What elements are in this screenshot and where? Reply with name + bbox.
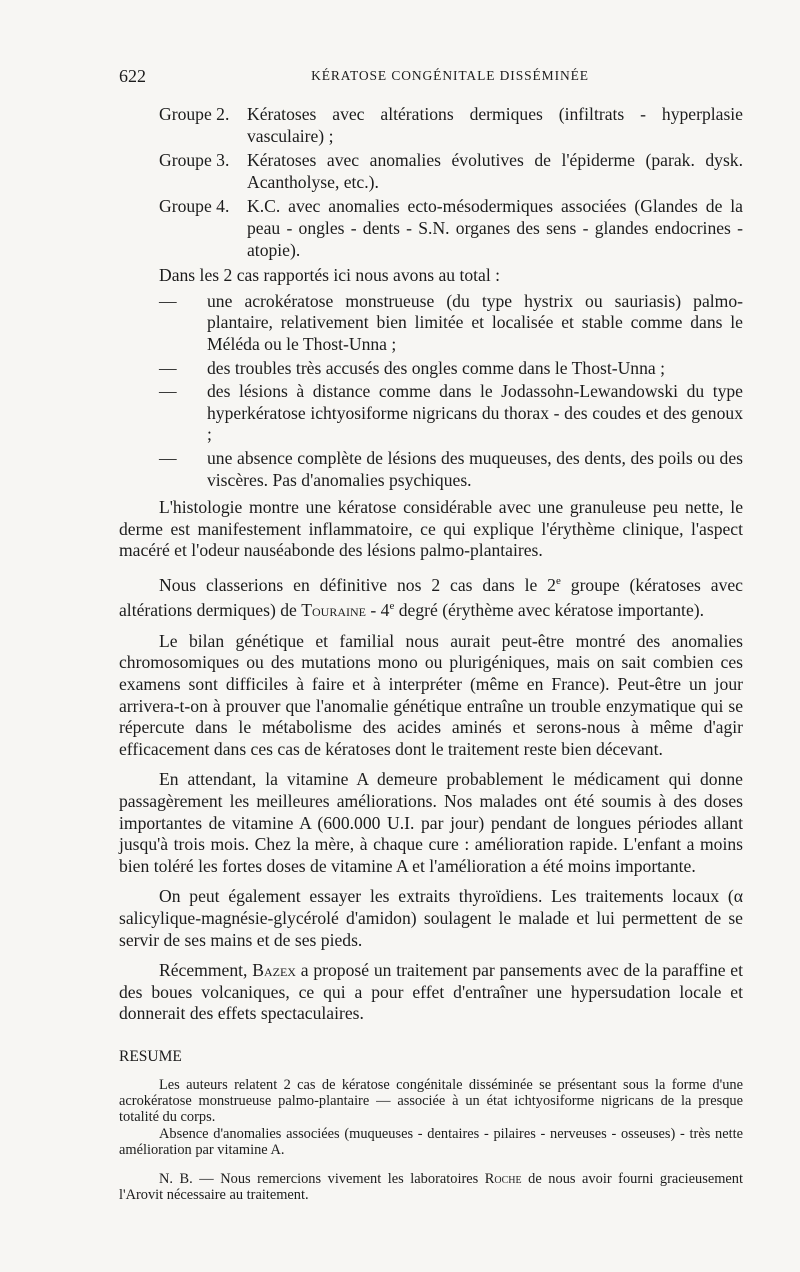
list-item-text: des troubles très accusés des ongles comme dans le Thost-Unna ;	[207, 357, 665, 378]
company-name: Roche	[484, 1171, 522, 1188]
intro-line: Dans les 2 cas rapportés ici nous avons au total :	[159, 265, 501, 286]
dash-marker: —	[159, 447, 177, 468]
list-item-text: une absence complète de lésions des muqueuses, des dents, des poils ou des viscères. Pas d'anomalies psychiques.	[207, 447, 743, 490]
text-span: salicylique-magnésie-glycérolé d'amidon) soulagent le malade et lui permettent de se servir de ses mains et de ses pieds.	[119, 907, 743, 950]
text-span: - 4	[365, 600, 390, 621]
list-item-text: une acrokératose monstrueuse (du type hystrix ou sauriasis) palmo-plantaire, relativement bien limitée et localisée et stable comme dans le Méléda ou le Thost-Unna ;	[207, 290, 743, 354]
list-item	[159, 358, 743, 380]
paragraph-classification	[119, 571, 743, 622]
dash-marker: —	[159, 290, 177, 311]
text-span: N. B. — Nous remercions vivement les laboratoires	[159, 1171, 485, 1188]
paragraph-vitamin: En attendant, la vitamine A demeure probablement le médicament qui donne passagèrement les meilleures améliorations. Nos malades ont été soumis à des doses importantes de vitamine A (600.000 U.I. par jour) pendant de longues périodes allant jusqu'à trois mois. Chez la mère, à chaque cure : amélioration rapide. L'enfant a moins bien toléré les fortes doses de vitamine A et l'amélioration a été moins importante.	[119, 769, 743, 876]
text-span: groupe (kératoses avec altérations dermiques) de	[119, 574, 743, 621]
author-name: Bazex	[252, 960, 296, 981]
body-text	[119, 104, 743, 1203]
superscript: e	[555, 574, 561, 587]
alpha-symbol: α	[733, 886, 743, 907]
paragraph-histology: L'histologie montre une kératose considérable avec une granuleuse peu nette, le derme est manifestement inflammatoire, ce qui explique l'érythème clinique, l'aspect macéré et l'odeur nauséabonde des lésions palmo-plantaires.	[119, 497, 743, 561]
text-span: de nous avoir fourni gracieusement l'Arovit nécessaire au traitement.	[119, 1171, 743, 1204]
group-text: Kératoses avec altérations dermiques (infiltrats - hyperplasie vasculaire) ;	[247, 104, 743, 146]
paragraph-bazex	[119, 960, 743, 1025]
group-label: Groupe 4.	[159, 196, 230, 217]
summary-heading: RESUME	[119, 1047, 182, 1065]
group-item	[159, 196, 743, 261]
group-item	[159, 104, 743, 147]
summary-paragraph: Les auteurs relatent 2 cas de kératose congénitale disséminée se présentant sous la forme d'une acrokératose monstrueuse palmo-plantaire — associée à un état ichtyosiforme nigricans de la presque totalité du corps.	[119, 1077, 743, 1125]
group-item	[159, 150, 743, 193]
author-name: Touraine	[301, 600, 366, 621]
running-title: KÉRATOSE CONGÉNITALE DISSÉMINÉE	[311, 68, 589, 83]
paragraph-thyroid	[119, 886, 743, 951]
list-item	[159, 448, 743, 491]
text-span: On peut également essayer les extraits thyroïdiens. Les traitements locaux (	[159, 886, 734, 907]
group-label: Groupe 3.	[159, 150, 230, 171]
text-span: Nous classerions en définitive nos 2 cas dans le 2	[159, 574, 556, 595]
summary-paragraph: Absence d'anomalies associées (muqueuses - dentaires - pilaires - nerveuses - osseuses) - très nette amélioration par vitamine A.	[119, 1126, 743, 1158]
acknowledgement-note	[119, 1171, 743, 1203]
text-span: Récemment,	[159, 960, 253, 981]
text-span: degré (érythème avec kératose importante).	[394, 600, 705, 621]
dash-marker: —	[159, 381, 177, 402]
dash-marker: —	[159, 357, 177, 378]
text-span: a proposé un traitement par pansements avec de la paraffine et des boues volcaniques, ce qui a pour effet d'entraîner une hypersudation locale et donnerait des effets spectaculaires.	[119, 960, 743, 1024]
group-label: Groupe 2.	[159, 104, 230, 124]
superscript: e	[389, 600, 395, 613]
group-text: Kératoses avec anomalies évolutives de l'épiderme (parak. dysk. Acantholyse, etc.).	[247, 150, 743, 192]
paragraph-genetics: Le bilan génétique et familial nous aurait peut-être montré des anomalies chromosomiques ou des mutations mono ou plurigéniques, mais on sait combien ces examens sont difficiles à faire et à interpréter (même en France). Peut-être un jour arrivera-t-on à prouver que l'anomalie génétique entraîne un trouble enzymatique qui se répercute dans le métabolisme des acides aminés et serons-nous à même d'agir efficacement dans ces cas de kératoses dont le traitement reste bien décevant.	[119, 630, 743, 759]
page-number: 622	[119, 66, 146, 86]
list-item	[159, 381, 743, 446]
list-item-text: des lésions à distance comme dans le Jodassohn-Lewandowski du type hyperkératose ichtyosiforme nigricans du thorax - des coudes et des genoux ;	[207, 381, 743, 445]
group-text: K.C. avec anomalies ecto-mésodermiques associées (Glandes de la peau - ongles - dents - S.N. organes des sens - glandes endocrines - atopie).	[247, 196, 743, 260]
list-item	[159, 291, 743, 356]
